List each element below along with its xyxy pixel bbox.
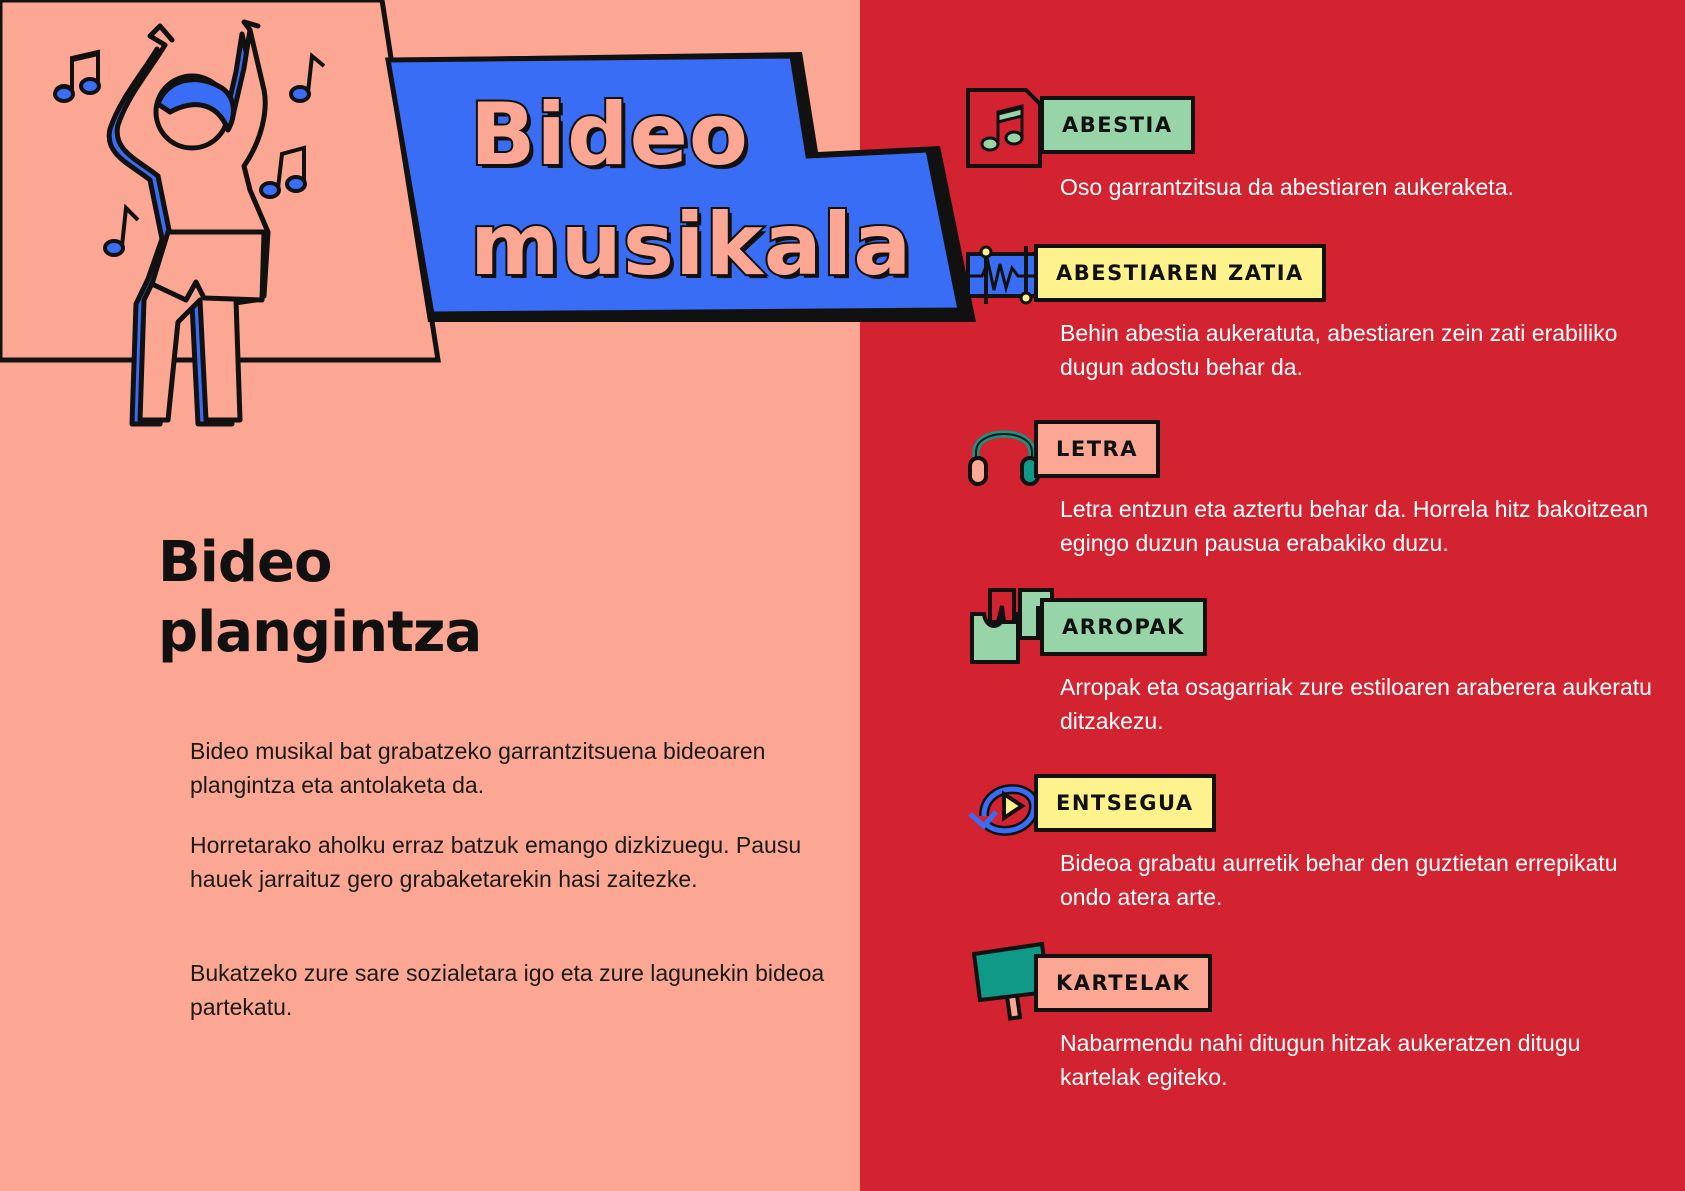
headphones-icon xyxy=(966,414,1042,488)
step-label-kartelak: KARTELAK xyxy=(1034,954,1212,1012)
step-label-arropak: ARROPAK xyxy=(1040,598,1207,656)
music-note-icon xyxy=(964,86,1044,170)
step-desc-entsegua: Bideoa grabatu aurretik behar den guztietan errepikatu ondo atera arte. xyxy=(1060,850,1618,910)
section-heading-line-1: Bideo xyxy=(158,530,332,595)
section-heading xyxy=(158,528,481,668)
step-label-letra: LETRA xyxy=(1034,420,1160,478)
intro-paragraph-1: Bideo musikal bat grabatzeko garrantzitsuena bideoaren plangintza eta antolaketa da. xyxy=(190,738,766,798)
intro-paragraph-2: Horretarako aholku erraz batzuk emango dizkizuegu. Pausu hauek jarraituz gero grabaketarekin hasi zaitezke. xyxy=(190,832,802,892)
step-desc-abestiaren-zatia: Behin abestia aukeratuta, abestiaren zein zati erabiliko dugun adostu behar da. xyxy=(1060,320,1618,380)
title-line-2: musikala xyxy=(470,195,913,295)
replay-icon xyxy=(964,766,1044,846)
step-desc-letra: Letra entzun eta aztertu behar da. Horrela hitz bakoitzean egingo duzun pausua erabakiko duzu. xyxy=(1060,496,1649,556)
step-label-abestiaren-zatia: ABESTIAREN ZATIA xyxy=(1034,244,1326,302)
section-heading-line-2: plangintza xyxy=(158,600,482,665)
step-desc-arropak: Arropak eta osagarriak zure estiloaren araberera aukeratu ditzakezu. xyxy=(1060,674,1652,734)
title-line-1: Bideo xyxy=(470,85,749,185)
step-desc-kartelak: Nabarmendu nahi ditugun hitzak aukeratzen ditugu kartelak egiteko. xyxy=(1060,1030,1581,1090)
step-label-entsegua: ENTSEGUA xyxy=(1034,774,1216,832)
step-desc-abestia: Oso garrantzitsua da abestiaren aukeraketa. xyxy=(1060,174,1514,200)
step-label-abestia: ABESTIA xyxy=(1040,96,1195,154)
intro-paragraph-3: Bukatzeko zure sare sozialetara igo eta zure lagunekin bideoa partekatu. xyxy=(190,960,825,1020)
